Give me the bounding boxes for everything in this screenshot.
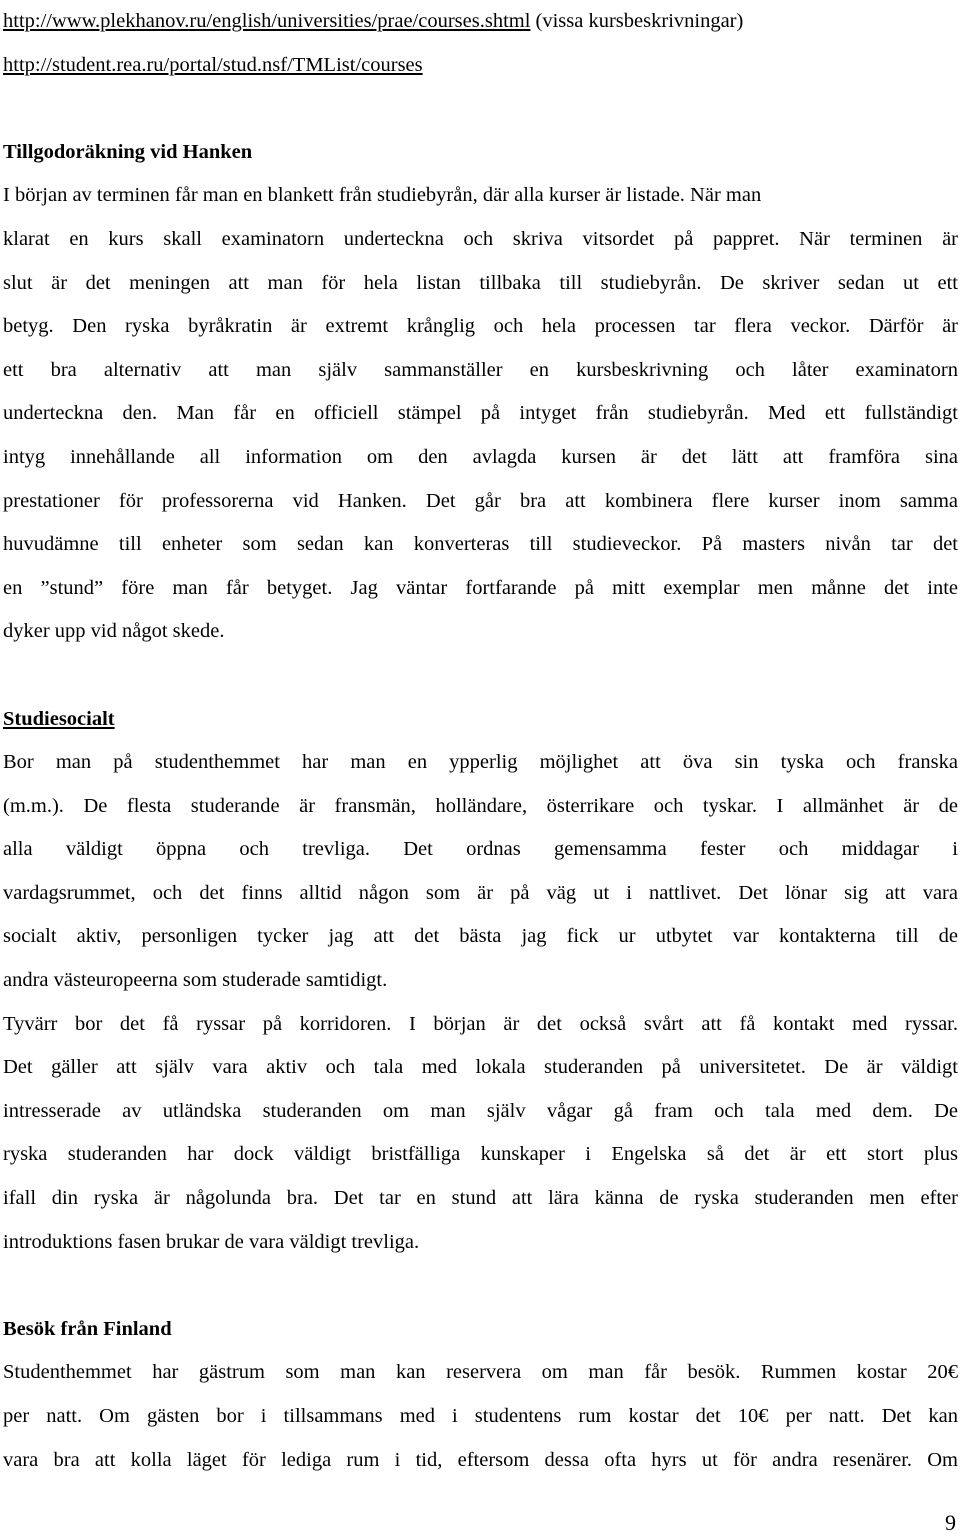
document-page <box>3 0 958 1482</box>
paragraph-line: intyg innehållande all information om den avlagda kursen är det lätt att framföra sina <box>3 445 958 468</box>
spacer <box>3 87 958 131</box>
paragraph-line: alla väldigt öppna och trevliga. Det ordnas gemensamma fester och middagar i <box>3 838 958 861</box>
paragraph-line: ifall din ryska är någolunda bra. Det tar en stund att lära känna de ryska studeranden men efter <box>3 1187 958 1210</box>
paragraph-line: andra västeuropeerna som studerade samtidigt. <box>3 969 388 992</box>
paragraph-line: Tyvärr bor det få ryssar på korridoren. I början är det också svårt att få kontakt med ryssar. <box>3 1012 958 1035</box>
paragraph-line: ett bra alternativ att man själv sammanställer en kursbeskrivning och låter examinatorn <box>3 358 958 381</box>
paragraph-line: klarat en kurs skall examinatorn underteckna och skriva vitsordet på pappret. När terminen är <box>3 227 958 250</box>
plekhanov-link[interactable]: http://www.plekhanov.ru/english/universities/prae/courses.shtml <box>3 10 531 32</box>
heading-besok-fran-finland: Besök från Finland <box>3 1317 172 1340</box>
paragraph-line: socialt aktiv, personligen tycker jag att det bästa jag fick ur utbytet var kontakterna till de <box>3 925 958 948</box>
paragraph-line: vara bra att kolla läget för lediga rum i tid, eftersom dessa ofta hyrs ut för andra resenärer. Om <box>3 1448 958 1471</box>
paragraph-line: (m.m.). De flesta studerande är fransmän, holländare, österrikare och tyskar. I allmänhet är de <box>3 794 958 817</box>
paragraph-line: Studenthemmet har gästrum som man kan reservera om man får besök. Rummen kostar 20€ <box>3 1361 958 1384</box>
paragraph-line: per natt. Om gästen bor i tillsammans med i studentens rum kostar det 10€ per natt. Det kan <box>3 1405 958 1427</box>
link-note: (vissa kursbeskrivningar) <box>530 10 744 32</box>
paragraph-line: slut är det meningen att man för hela listan tillbaka till studiebyrån. De skriver sedan ut ett <box>3 271 958 294</box>
spacer <box>3 654 958 698</box>
paragraph-line: Bor man på studenthemmet har man en ypperlig möjlighet att öva sin tyska och franska <box>3 751 958 774</box>
paragraph-line: en ”stund” före man får betyget. Jag väntar fortfarande på mitt exemplar men månne det inte <box>3 576 958 599</box>
paragraph-line: prestationer för professorerna vid Hanken. Det går bra att kombinera flere kurser inom samma <box>3 489 958 512</box>
paragraph-line: betyg. Den ryska byråkratin är extremt krånglig och hela processen tar flera veckor. Därför är <box>3 315 958 338</box>
paragraph-line: vardagsrummet, och det finns alltid någon som är på väg ut i nattlivet. Det lönar sig att vara <box>3 881 958 904</box>
heading-studiesocialt: Studiesocialt <box>3 707 115 730</box>
paragraph-line: I början av terminen får man en blankett från studiebyrån, där alla kurser är listade. När man <box>3 184 762 207</box>
paragraph-line: introduktions fasen brukar de vara väldigt trevliga. <box>3 1230 420 1253</box>
link-line-1 <box>3 0 958 44</box>
paragraph-line: intresserade av utländska studeranden om man själv vågar gå fram och tala med dem. De <box>3 1099 958 1122</box>
spacer <box>3 1264 958 1308</box>
paragraph-line: huvudämne till enheter som sedan kan konverteras till studieveckor. På masters nivån tar det <box>3 533 958 556</box>
paragraph-line: dyker upp vid något skede. <box>3 620 225 643</box>
page-number: 9 <box>945 1510 956 1535</box>
rea-student-link[interactable]: http://student.rea.ru/portal/stud.nsf/TMList/courses <box>3 53 423 76</box>
paragraph-line: Det gäller att själv vara aktiv och tala med lokala studeranden på universitetet. De är väldigt <box>3 1056 958 1079</box>
paragraph-line: underteckna den. Man får en officiell stämpel på intyget från studiebyrån. Med ett fullständigt <box>3 402 958 425</box>
heading-tillgodorakning: Tillgodoräkning vid Hanken <box>3 140 253 163</box>
paragraph-line: ryska studeranden har dock väldigt bristfälliga kunskaper i Engelska så det är ett stort plus <box>3 1143 958 1166</box>
link-line-2 <box>3 44 958 88</box>
